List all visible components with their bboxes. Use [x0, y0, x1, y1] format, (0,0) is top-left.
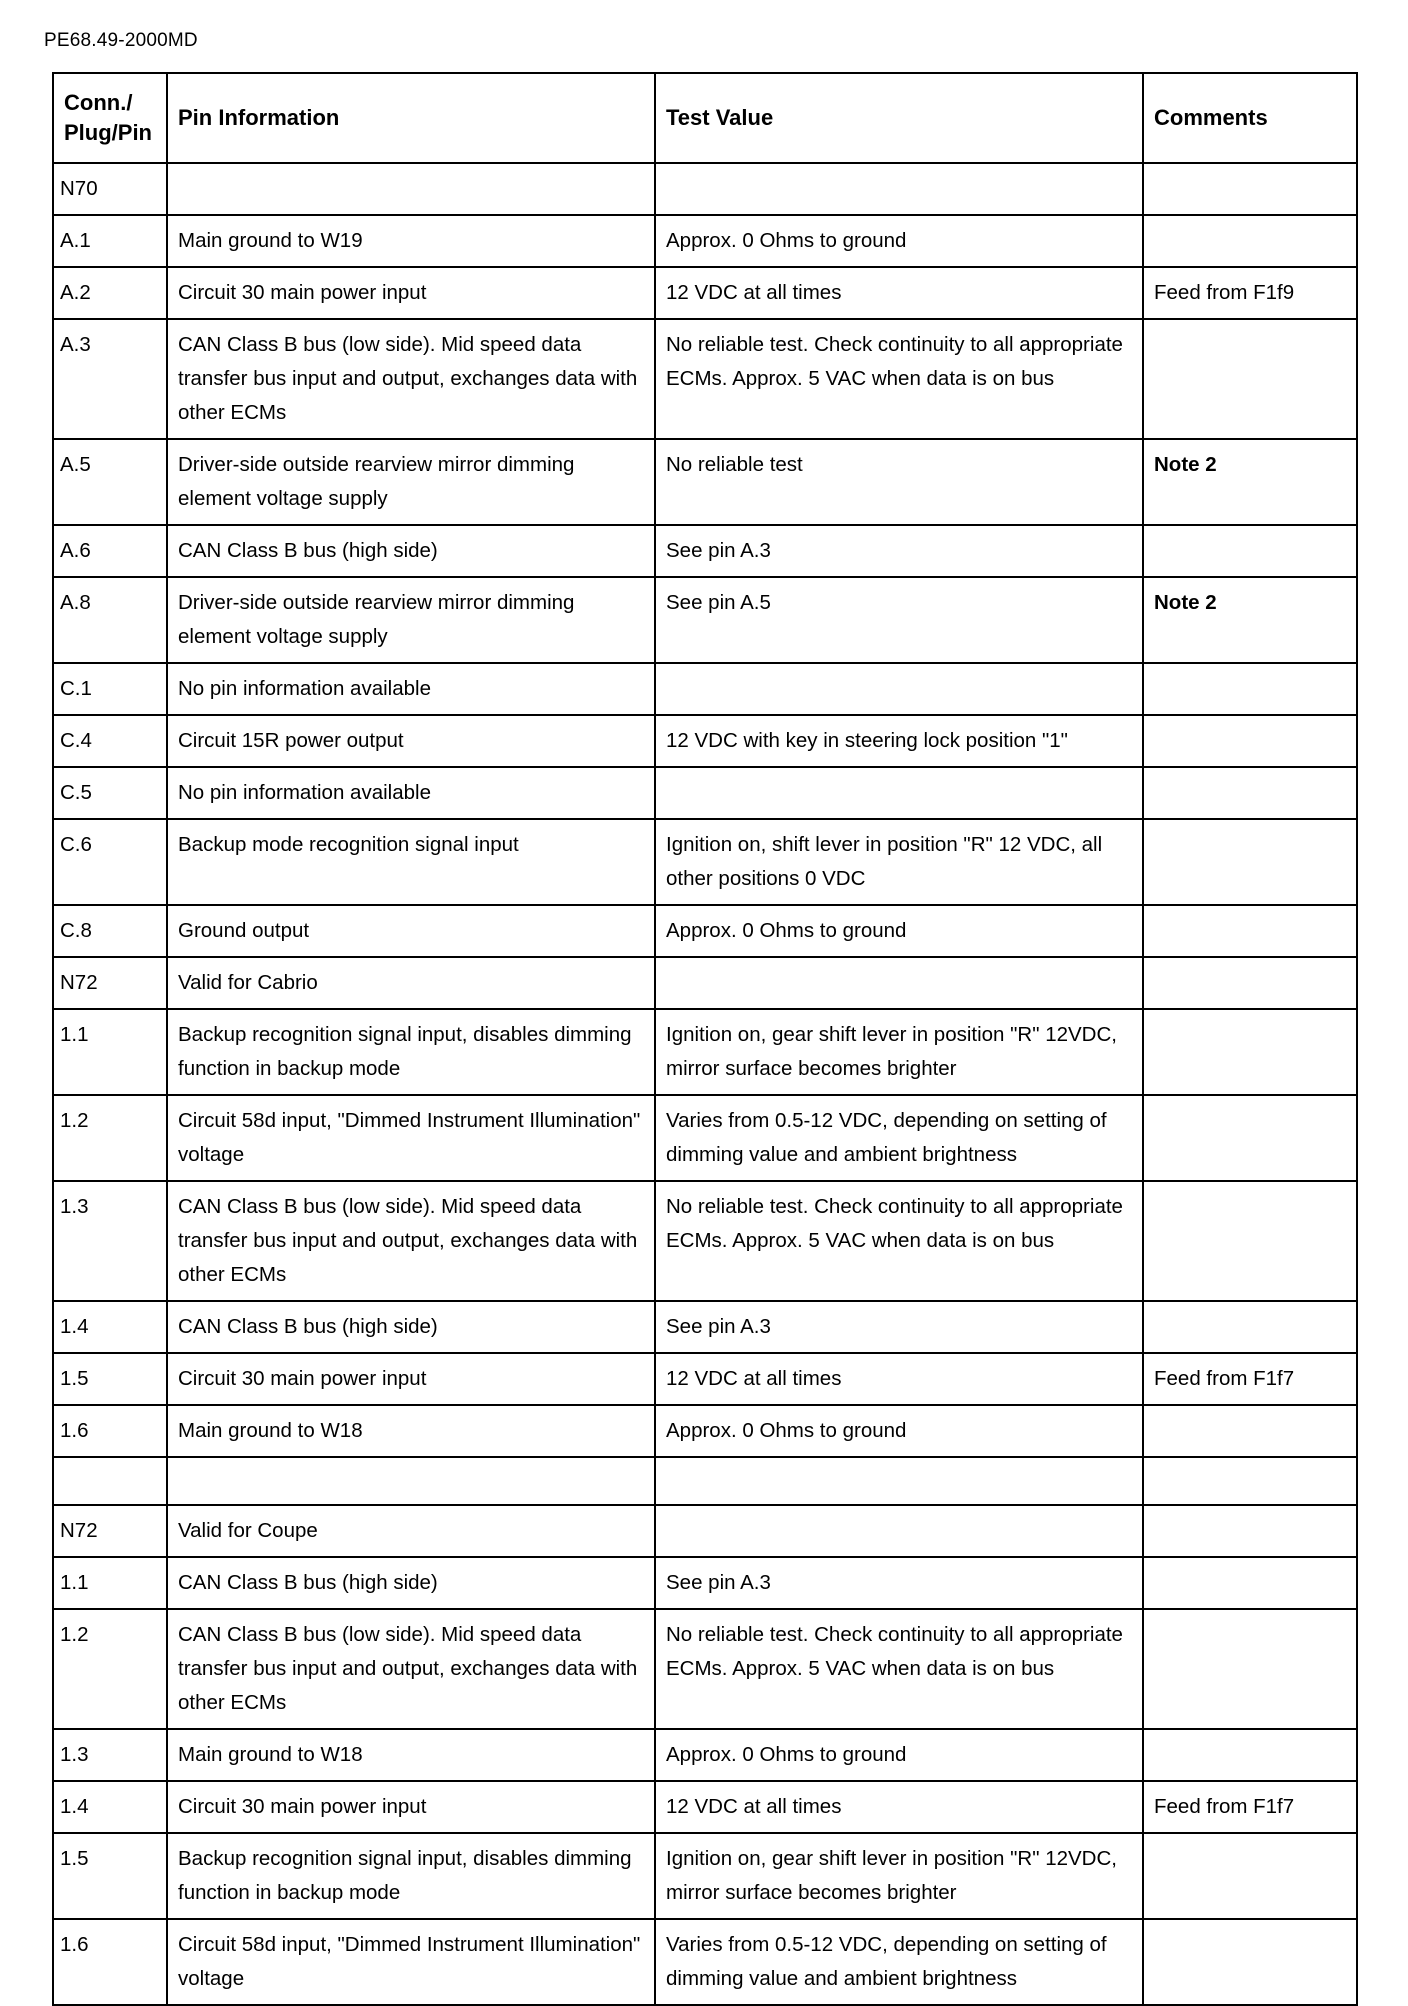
pin-information-cell: Main ground to W18	[167, 1729, 655, 1781]
test-value-cell: No reliable test. Check continuity to all appropriate ECMs. Approx. 5 VAC when data is on bus	[655, 319, 1143, 439]
table-row	[53, 1781, 1357, 1833]
pin-information-cell: Valid for Cabrio	[167, 957, 655, 1009]
table-header-row	[53, 73, 1357, 163]
table-row	[53, 319, 1357, 439]
comment-cell	[1143, 767, 1357, 819]
header-pin: Conn./ Plug/Pin	[53, 73, 167, 163]
pin-cell: N72	[53, 1505, 167, 1557]
table-row	[53, 1009, 1357, 1095]
table-row	[53, 957, 1357, 1009]
table-row	[53, 1609, 1357, 1729]
test-value-cell: Ignition on, gear shift lever in position "R" 12VDC, mirror surface becomes brighter	[655, 1833, 1143, 1919]
table-row	[53, 715, 1357, 767]
test-value-cell: Approx. 0 Ohms to ground	[655, 1405, 1143, 1457]
test-value-cell: 12 VDC with key in steering lock position "1"	[655, 715, 1143, 767]
table-row	[53, 439, 1357, 525]
pin-cell: 1.4	[53, 1301, 167, 1353]
comment-cell	[1143, 163, 1357, 215]
table-row	[53, 163, 1357, 215]
table-row	[53, 1505, 1357, 1557]
pin-cell: 1.2	[53, 1609, 167, 1729]
pin-cell: A.2	[53, 267, 167, 319]
comment-cell	[1143, 1505, 1357, 1557]
comment-cell	[1143, 1405, 1357, 1457]
comment-cell	[1143, 319, 1357, 439]
pin-information-cell: CAN Class B bus (low side). Mid speed data transfer bus input and output, exchanges data with other ECMs	[167, 319, 655, 439]
table-row	[53, 905, 1357, 957]
comment-cell: Note 2	[1143, 439, 1357, 525]
test-value-cell: See pin A.3	[655, 525, 1143, 577]
table-row	[53, 1557, 1357, 1609]
pin-cell: 1.1	[53, 1009, 167, 1095]
comment-cell	[1143, 1609, 1357, 1729]
test-value-cell	[655, 767, 1143, 819]
comment-cell	[1143, 525, 1357, 577]
test-value-cell: Ignition on, shift lever in position "R" 12 VDC, all other positions 0 VDC	[655, 819, 1143, 905]
table-row	[53, 215, 1357, 267]
pin-information-cell: Circuit 58d input, "Dimmed Instrument Illumination" voltage	[167, 1095, 655, 1181]
test-value-cell: Varies from 0.5-12 VDC, depending on setting of dimming value and ambient brightness	[655, 1919, 1143, 2005]
comment-cell	[1143, 1009, 1357, 1095]
table-row	[53, 767, 1357, 819]
table-row	[53, 1405, 1357, 1457]
pin-information-cell: Driver-side outside rearview mirror dimming element voltage supply	[167, 439, 655, 525]
pin-information-cell: Backup mode recognition signal input	[167, 819, 655, 905]
comment-cell	[1143, 957, 1357, 1009]
test-value-cell	[655, 1505, 1143, 1557]
test-value-cell: Approx. 0 Ohms to ground	[655, 905, 1143, 957]
pin-cell: A.8	[53, 577, 167, 663]
table-row	[53, 577, 1357, 663]
table-row	[53, 1729, 1357, 1781]
pin-cell: C.4	[53, 715, 167, 767]
comment-cell: Feed from F1f7	[1143, 1781, 1357, 1833]
header-pin-information: Pin Information	[167, 73, 655, 163]
test-value-cell: Approx. 0 Ohms to ground	[655, 215, 1143, 267]
table-row	[53, 663, 1357, 715]
test-value-cell	[655, 1457, 1143, 1505]
pin-information-cell: Backup recognition signal input, disables dimming function in backup mode	[167, 1009, 655, 1095]
pin-information-cell: Main ground to W18	[167, 1405, 655, 1457]
pin-cell: C.5	[53, 767, 167, 819]
pin-cell: A.3	[53, 319, 167, 439]
comment-cell	[1143, 819, 1357, 905]
test-value-cell	[655, 663, 1143, 715]
test-value-cell: See pin A.3	[655, 1557, 1143, 1609]
pin-information-cell: CAN Class B bus (high side)	[167, 1557, 655, 1609]
pin-information-cell: CAN Class B bus (high side)	[167, 1301, 655, 1353]
comment-cell	[1143, 1729, 1357, 1781]
pin-information-cell: Backup recognition signal input, disables dimming function in backup mode	[167, 1833, 655, 1919]
pin-information-cell: Circuit 30 main power input	[167, 267, 655, 319]
pin-information-cell: No pin information available	[167, 767, 655, 819]
table-row	[53, 1301, 1357, 1353]
comment-cell	[1143, 1301, 1357, 1353]
pin-cell: 1.6	[53, 1405, 167, 1457]
pin-information-cell: CAN Class B bus (high side)	[167, 525, 655, 577]
test-value-cell: Varies from 0.5-12 VDC, depending on setting of dimming value and ambient brightness	[655, 1095, 1143, 1181]
pin-cell: C.6	[53, 819, 167, 905]
comment-cell	[1143, 1181, 1357, 1301]
table-row	[53, 1457, 1357, 1505]
pin-cell: 1.2	[53, 1095, 167, 1181]
comment-cell: Feed from F1f9	[1143, 267, 1357, 319]
pin-information-cell: Circuit 15R power output	[167, 715, 655, 767]
pin-cell: A.1	[53, 215, 167, 267]
table-row	[53, 267, 1357, 319]
comment-cell: Feed from F1f7	[1143, 1353, 1357, 1405]
pin-information-cell: Valid for Coupe	[167, 1505, 655, 1557]
pin-cell: C.1	[53, 663, 167, 715]
pin-information-table	[52, 72, 1358, 2006]
pin-cell: 1.6	[53, 1919, 167, 2005]
pin-information-cell	[167, 1457, 655, 1505]
pin-cell: 1.3	[53, 1181, 167, 1301]
pin-cell	[53, 1457, 167, 1505]
comment-cell	[1143, 663, 1357, 715]
pin-cell: A.6	[53, 525, 167, 577]
pin-cell: 1.1	[53, 1557, 167, 1609]
comment-cell	[1143, 715, 1357, 767]
pin-cell: 1.5	[53, 1833, 167, 1919]
comment-cell	[1143, 215, 1357, 267]
test-value-cell	[655, 163, 1143, 215]
comment-cell	[1143, 1919, 1357, 2005]
comment-cell: Note 2	[1143, 577, 1357, 663]
test-value-cell: No reliable test. Check continuity to all appropriate ECMs. Approx. 5 VAC when data is on bus	[655, 1609, 1143, 1729]
test-value-cell: Approx. 0 Ohms to ground	[655, 1729, 1143, 1781]
comment-cell	[1143, 1833, 1357, 1919]
pin-information-cell: No pin information available	[167, 663, 655, 715]
pin-information-cell: Main ground to W19	[167, 215, 655, 267]
table-row	[53, 525, 1357, 577]
table-row	[53, 1833, 1357, 1919]
header-comments: Comments	[1143, 73, 1357, 163]
test-value-cell: 12 VDC at all times	[655, 1781, 1143, 1833]
test-value-cell: 12 VDC at all times	[655, 1353, 1143, 1405]
test-value-cell: See pin A.5	[655, 577, 1143, 663]
document-code: PE68.49-2000MD	[44, 30, 198, 51]
table-row	[53, 1353, 1357, 1405]
pin-cell: C.8	[53, 905, 167, 957]
table-row	[53, 819, 1357, 905]
pin-cell: A.5	[53, 439, 167, 525]
comment-cell	[1143, 1095, 1357, 1181]
pin-cell: 1.5	[53, 1353, 167, 1405]
test-value-cell: Ignition on, gear shift lever in position "R" 12VDC, mirror surface becomes brighter	[655, 1009, 1143, 1095]
test-value-cell: See pin A.3	[655, 1301, 1143, 1353]
pin-information-cell: Circuit 30 main power input	[167, 1781, 655, 1833]
test-value-cell: No reliable test	[655, 439, 1143, 525]
table-row	[53, 1919, 1357, 2005]
comment-cell	[1143, 905, 1357, 957]
comment-cell	[1143, 1457, 1357, 1505]
pin-information-cell: Circuit 58d input, "Dimmed Instrument Illumination" voltage	[167, 1919, 655, 2005]
pin-information-cell: Circuit 30 main power input	[167, 1353, 655, 1405]
pin-cell: N72	[53, 957, 167, 1009]
test-value-cell: No reliable test. Check continuity to all appropriate ECMs. Approx. 5 VAC when data is on bus	[655, 1181, 1143, 1301]
pin-information-cell: Ground output	[167, 905, 655, 957]
header-test-value: Test Value	[655, 73, 1143, 163]
pin-information-cell: Driver-side outside rearview mirror dimming element voltage supply	[167, 577, 655, 663]
pin-information-cell: CAN Class B bus (low side). Mid speed data transfer bus input and output, exchanges data with other ECMs	[167, 1181, 655, 1301]
table-row	[53, 1181, 1357, 1301]
pin-cell: N70	[53, 163, 167, 215]
pin-information-cell: CAN Class B bus (low side). Mid speed data transfer bus input and output, exchanges data with other ECMs	[167, 1609, 655, 1729]
test-value-cell	[655, 957, 1143, 1009]
pin-cell: 1.3	[53, 1729, 167, 1781]
comment-cell	[1143, 1557, 1357, 1609]
test-value-cell: 12 VDC at all times	[655, 267, 1143, 319]
table-row	[53, 1095, 1357, 1181]
pin-cell: 1.4	[53, 1781, 167, 1833]
pin-information-cell	[167, 163, 655, 215]
